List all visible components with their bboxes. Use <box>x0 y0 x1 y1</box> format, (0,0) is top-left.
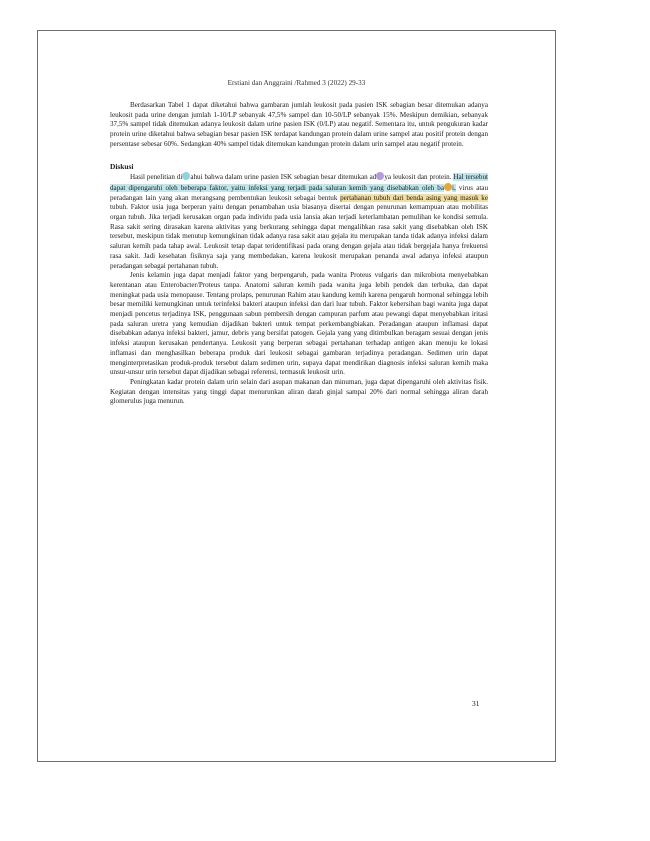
text-run: Hasil penelitian di <box>130 173 183 182</box>
text-run: virus atau peradangan lain yang akan merangsang pembentukan leukosit sebagai bentuk <box>110 183 489 202</box>
paragraph-discussion-2: Jenis kelamin juga dapat menjadi faktor yang berpengaruh, pada wanita Proteus vulgaris dan mikrobiota menyebabkan kerentanan atau Enterobacter/Proteus tanpa. Anatomi saluran kemih pada wanita juga lebih pendek dan terbuka, dan dapat meningkat pada usia menopause. Tentang prolaps, penurunan Rahim atau kandung kemih karena pengaruh hormonal sehingga lebih besar memiliki kemungkinan untuk terinfeksi bakteri ataupun infeksi dan dari luar tubuh. Faktor kebersihan bagi wanita juga dapat menjadi pencetus terjadinya ISK, penggunaan sabun pembersih dengan campuran parfum atau pewangi dapat menyebabkan iritasi pada saluran uretra yang kemudian dijadikan bakteri untuk tempat perkembangbiakan. Peradangan ataupun inflamasi dapat disebabkan adanya infeksi bakteri, jamur, debris yang bersifat patogen. Gejala yang yang ditimbulkan beragam sesuai dengan jenis infeksi ataupun kerusakan pendertanya. Leukosit yang berperan sebagai pertahanan terhadap antigen akan menuju ke lokasi inflamasi dan menghasilkan beberapa produk dari leukosit sebagai gambaran terjadinya peradangan. Sedimen urin dapat menginterpretasikan produk-produk tersebut dalam sedimen urin, supaya dapat mendirikan diagnosis infeksi saluran kemih maka unsur-unsur urin tersebut dapat dijadikan sebagai referensi, termasuk leukosit urin. <box>110 271 488 377</box>
highlight-blue[interactable]: Hal tersebut dapat dipengaruhi oleh beberapa faktor, yaitu infeksi yang terjadi pada saluran kemih yang disebabkan oleh ba <box>110 173 488 192</box>
annotation-marker-orange-icon[interactable] <box>444 183 452 191</box>
paragraph-results: Berdasarkan Tabel 1 dapat diketahui bahwa gambaran jumlah leukosit pada pasien ISK sebagian besar ditemukan adanya leukosit pada urine dengan jumlah 1-10/LP sebanyak 47,5% sampel dan 10-50/LP sebanyak 15%. Meskipun demikian, sebanyak 37,5% sampel tidak ditemukan adanya leukosit dalam urine pasien ISK (0/LP) atau negatif. Sementara itu, untuk pengukuran kadar protein urine diketahui bahwa sebagian besar pasien ISK terdapat kandungan protein dalam urine sampel atau positif protein dengan persentase sebesar 60%. Sedangkan 40% sampel tidak ditemukan kandungan protein dalam urin sampel atau negatif protein. <box>110 101 488 148</box>
highlight-blue-end[interactable]: i, <box>451 183 456 192</box>
document-page <box>37 30 556 762</box>
paragraph-discussion-1 <box>110 172 488 271</box>
page-number: 31 <box>472 699 480 708</box>
section-heading: Diskusi <box>110 161 134 171</box>
highlight-yellow[interactable]: pertahanan tubuh dari benda asing yang masuk ke <box>340 193 488 202</box>
text-run: ya leukosit dan protein. <box>384 173 452 182</box>
running-header: Erstiani dan Anggraini /Rahmed 3 (2022) 29-33 <box>227 79 366 87</box>
text-run: tubuh. Faktor usia juga berperan yaitu dengan penambahan usia biasanya disertai dengan penurunan kemampuan atau mobilitas organ tubuh. Jika terjadi kerusakan organ pada individu pada usia lansia akan terjadi keterlambatan pemulihan ke kondisi semula. Rasa sakit sering dirasakan karena aktivitas yang berkurang sehingga dapat mengalihkan rasa sakit yang disebabkan oleh ISK tersebut, meskipun tidak menutup kemungkinan tidak adanya rasa sakit atau gejala itu merupakan tanda tidak adanya infeksi dalam saluran kemih pada tahap awal. Leukosit tetap dapat teridentifikasi pada orang dengan gejala atau tidak bergejala hanya frekuensi rasa sakit. Jadi kesehatan fisiknya saja yang membedakan, karena leukosit merupakan penanda awal adanya infeksi ataupun peradangan sebagai pertahanan tubuh. <box>110 203 488 270</box>
body-text <box>110 101 488 407</box>
text-run: ahui bahwa dalam urine pasien ISK sebagian besar ditemukan ad <box>190 173 377 182</box>
paragraph-discussion-3: Peningkatan kadar protein dalam urin selain dari asupan makanan dan minuman, juga dapat dipengaruhi oleh aktivitas fisik. Kegiatan dengan intensitas yang tinggi dapat menurunkan aliran darah ginjal sampai 20% dari normal sehingga aliran darah glomerulus juga menurun. <box>110 377 488 406</box>
